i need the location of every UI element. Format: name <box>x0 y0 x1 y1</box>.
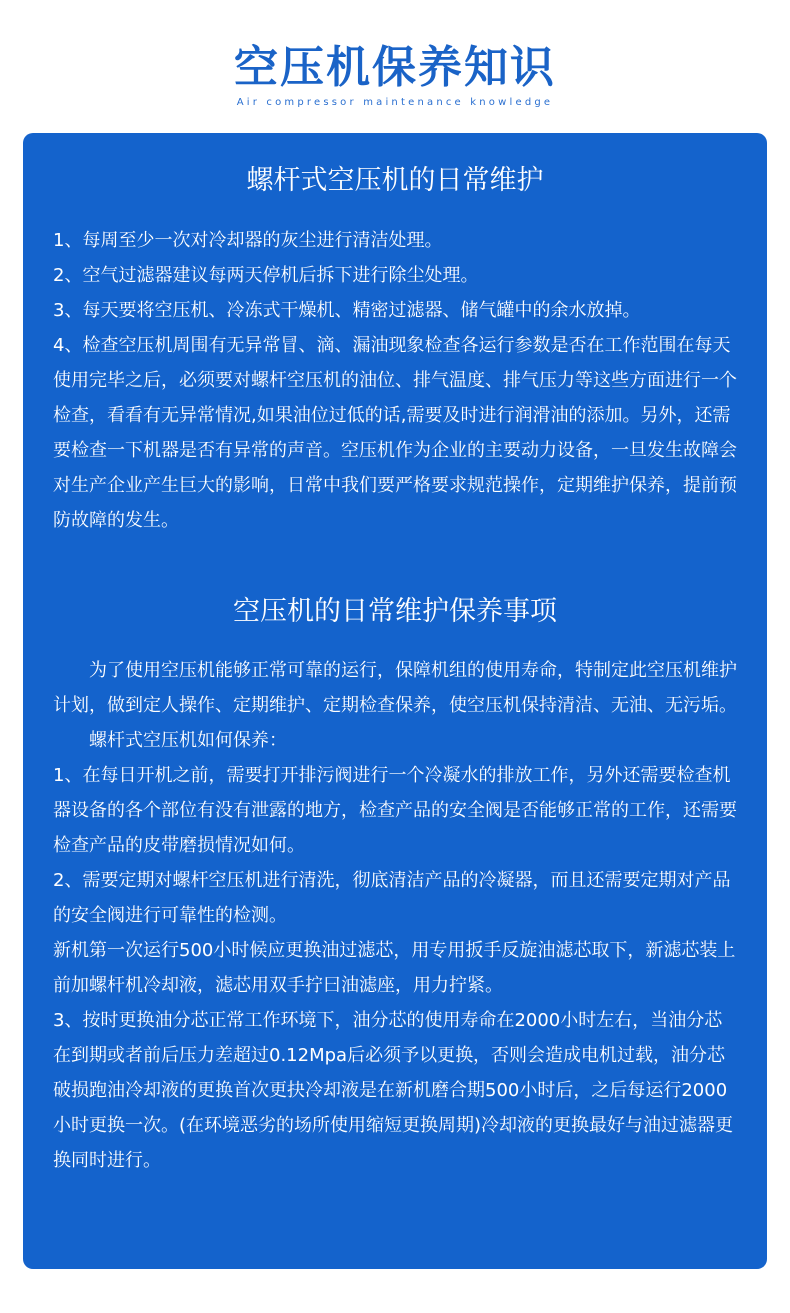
page-header <box>0 0 790 130</box>
maintenance-item: 新机第一次运行500小时候应更换油过滤芯，用专用扳手反旋油滤芯取下，新滤芯装上前加螺杆机冷却液，滤芯用双手拧曰油滤座，用力拧紧。 <box>53 940 736 996</box>
maintenance-item: 1、每周至少一次对冷却器的灰尘进行清洁处理。 <box>53 230 443 251</box>
maintenance-item: 2、空气过滤器建议每两天停机后拆下进行除尘处理。 <box>53 265 479 286</box>
maintenance-item: 2、需要定期对螺杆空压机进行清洗，彻底清洁产品的冷凝器，而且还需要定期对产品的安全阀进行可靠性的检测。 <box>53 870 731 926</box>
page-subtitle: Air compressor maintenance knowledge <box>236 97 554 108</box>
section-daily-maintenance-body <box>53 223 737 538</box>
maintenance-item: 4、检查空压机周围有无异常冒、滴、漏油现象检查各运行参数是否在工作范围在每天使用完毕之后，必须要对螺杆空压机的油位、排气温度、排气压力等这些方面进行一个检查，看看有无异常情况,如果油位过低的话,需要及时进行润滑油的添加。另外，还需要检查一下机器是否有异常的声音。空压机作为企业的主要动力设备，一旦发生故障会对生产企业产生巨大的影响，日常中我们要严格要求规范操作，定期维护保养，提前预防故障的发生。 <box>53 335 737 531</box>
subheading: 螺杆式空压机如何保养： <box>89 730 287 751</box>
maintenance-item: 3、每天要将空压机、冷冻式干燥机、精密过滤器、储气罐中的余水放掉。 <box>53 300 641 321</box>
section-maintenance-notes-body <box>53 653 737 1178</box>
maintenance-item: 1、在每日开机之前，需要打开排污阀进行一个冷凝水的排放工作，另外还需要检查机器设备的各个部位有没有泄露的地方，检查产品的安全阀是否能够正常的工作，还需要检查产品的皮带磨损情况如何。 <box>53 765 737 856</box>
maintenance-item: 3、按时更换油分芯正常工作环境下，油分芯的使用寿命在2000小时左右，当油分芯在到期或者前后压力差超过0.12Mpa后必须予以更换，否则会造成电机过载，油分芯破损跑油冷却液的更换首次更抉冷却液是在新机磨合期500小时后，之后每运行2000小时更换一次。(在环境恶劣的场所使用缩短更换周期)冷却液的更换最好与油过滤器更换同时进行。 <box>53 1010 734 1171</box>
section-maintenance-notes-title: 空压机的日常维护保养事项 <box>233 596 557 627</box>
page-title: 空压机保养知识 <box>234 42 556 93</box>
section-daily-maintenance-title: 螺杆式空压机的日常维护 <box>246 165 544 196</box>
content-panel <box>23 133 767 1269</box>
intro-paragraph: 为了使用空压机能够正常可靠的运行，保障机组的使用寿命，特制定此空压机维护计划，做到定人操作、定期维护、定期检查保养，使空压机保持清洁、无油、无污垢。 <box>53 660 737 716</box>
